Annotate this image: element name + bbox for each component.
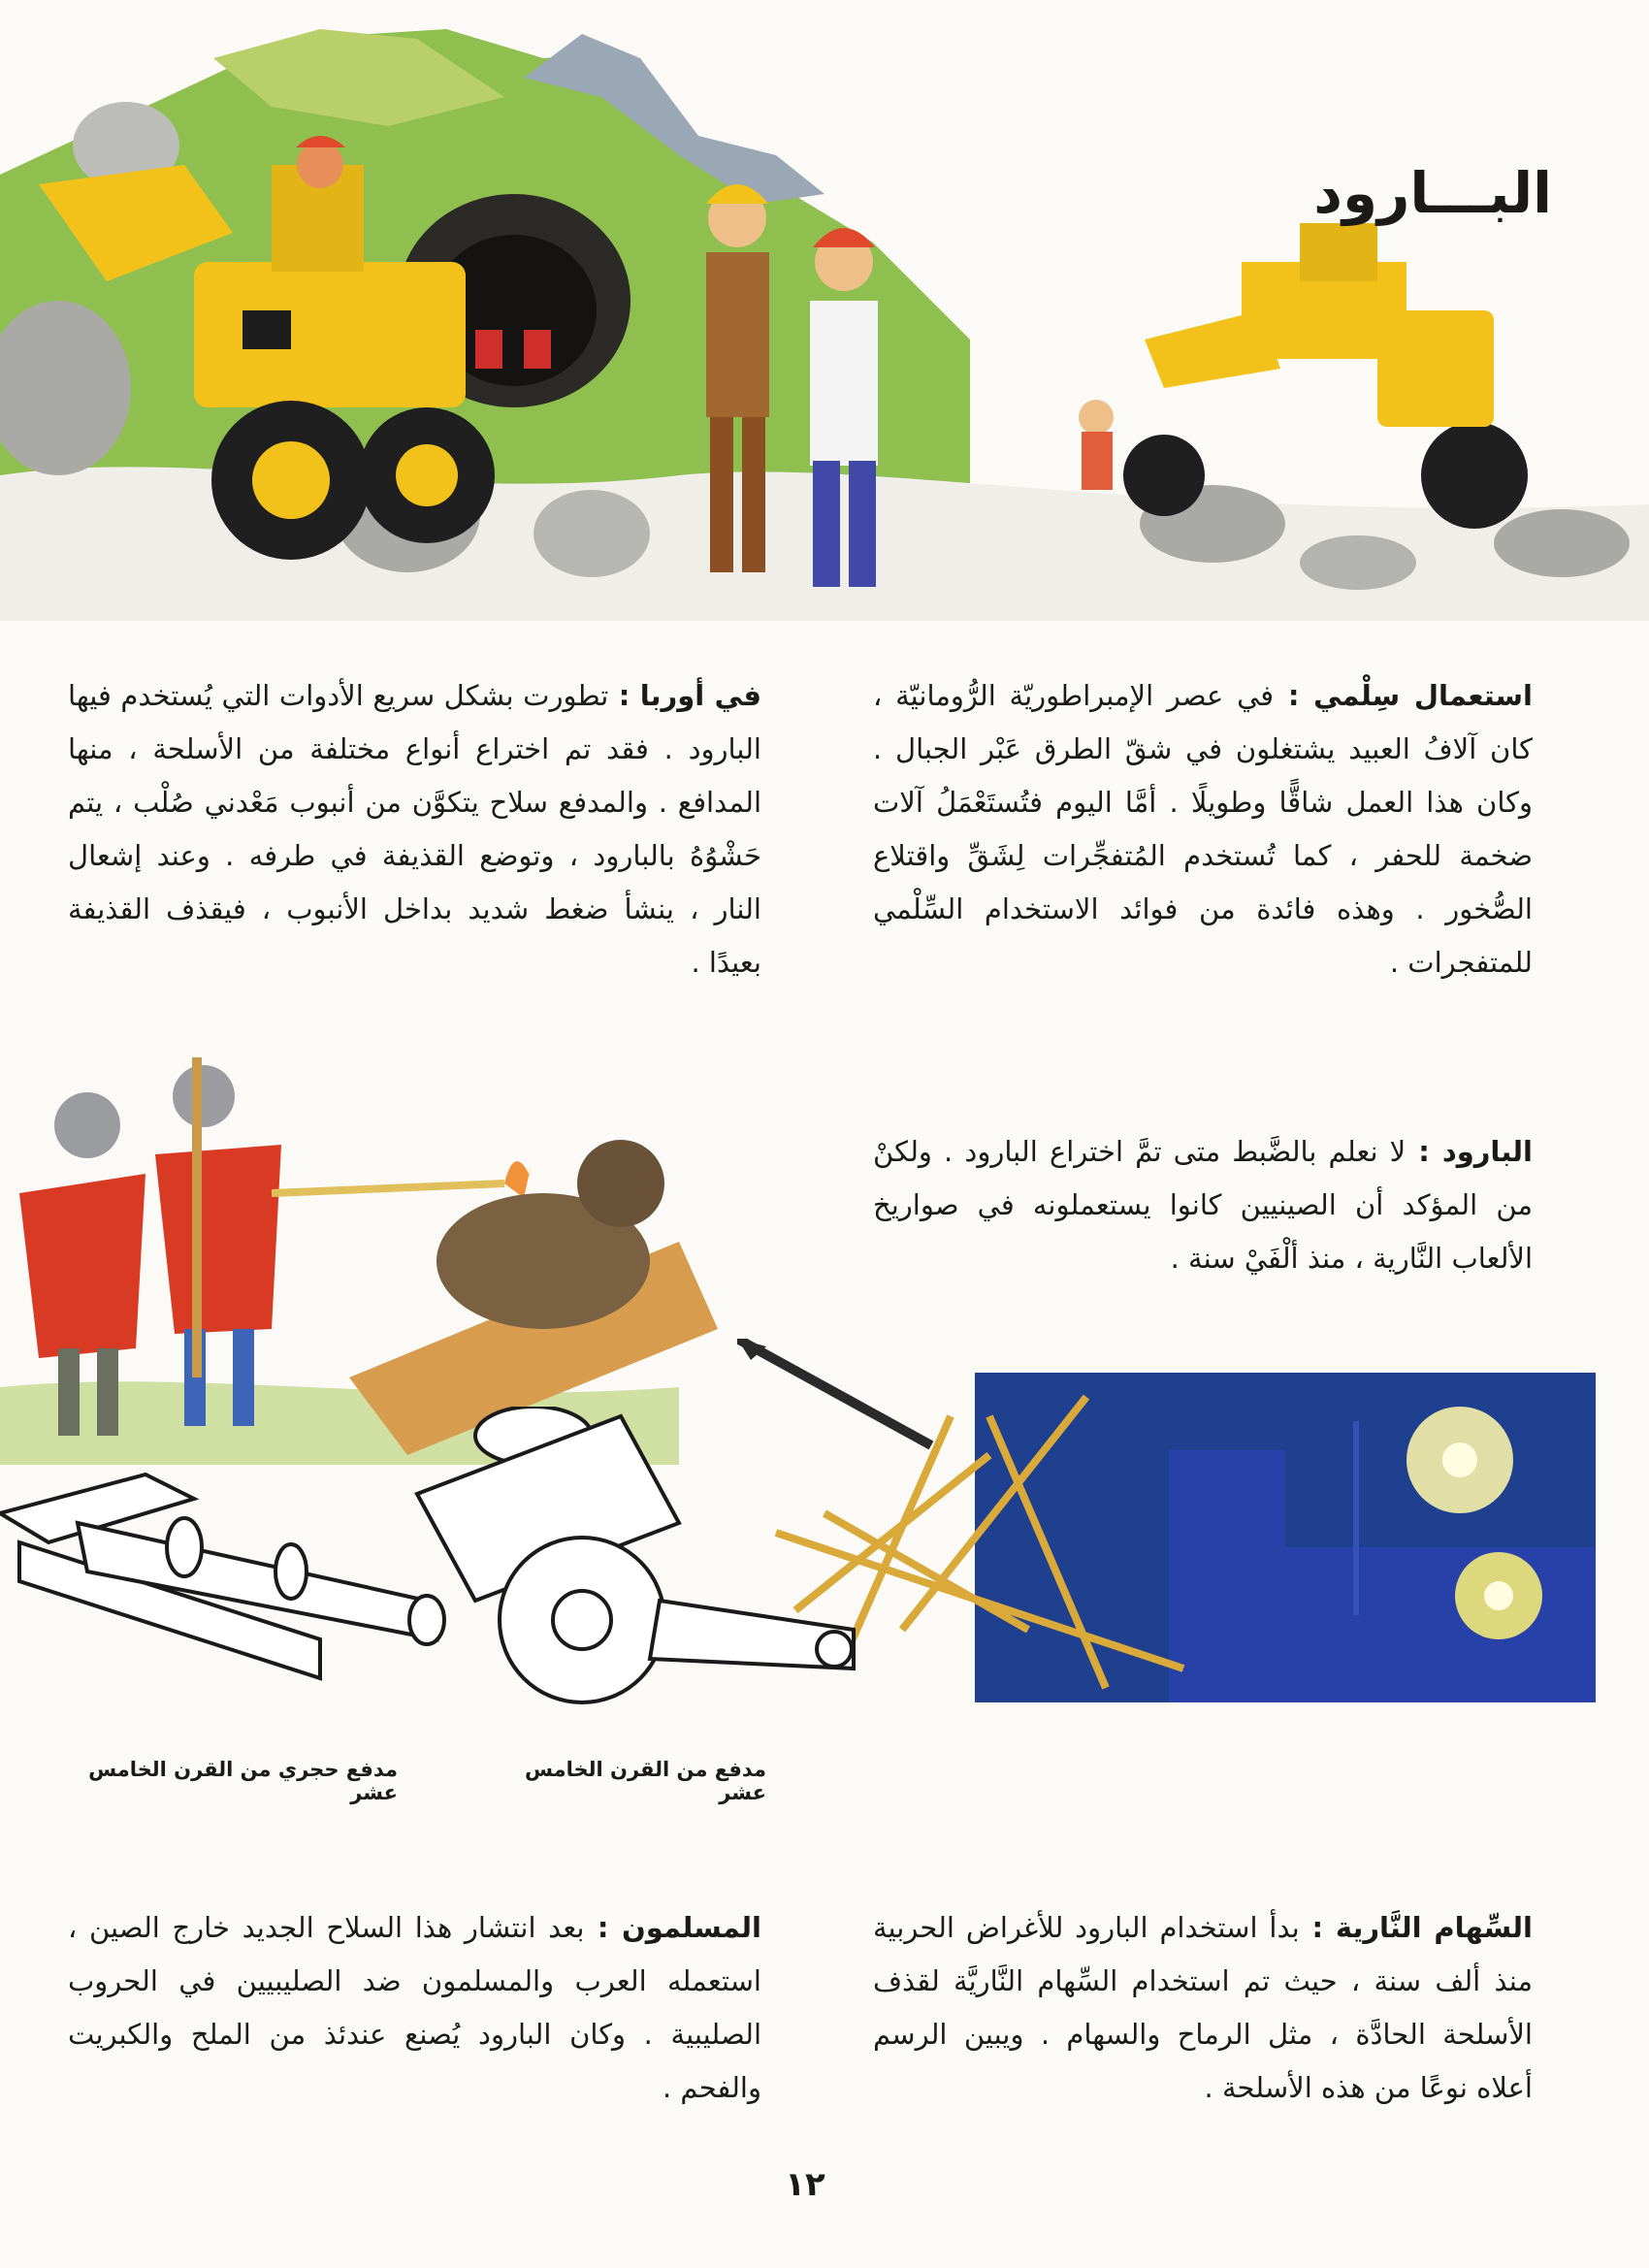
section-term: البارود <box>1441 1135 1533 1168</box>
section-gunpowder: البارود : لا نعلم بالضَّبط متى تمَّ اختراع البارود . ولكنْ من المؤكد أن الصينيين كانوا يستعملونه في صواريخ الألعاب النَّارية ، منذ ألْفَيْ سنة . <box>873 1135 1533 1275</box>
section-muslims: المسلمون : بعد انتشار هذا السلاح الجديد خارج الصين ، استعمله العرب والمسلمون ضد الصليبيين في الحروب الصليبية . وكان البارود يُصنع عندئذ من الملح والكبريت والفحم . <box>68 1911 761 2104</box>
section-body: تطورت بشكل سريع الأدوات التي يُستخدم فيها البارود . فقد تم اختراع أنواع مختلفة من الأسلحة ، منها المدافع . والمدفع سلاح يتكوَّن من أنبوب مَعْدني صُلْب ، يتم حَشْوُهُ بالبارود ، وتوضع القذيفة في طرفه . وعند إشعال النار ، ينشأ ضغط شديد بداخل الأنبوب ، فيقذف القذيفة بعيدًا . <box>68 679 761 979</box>
bombard-cannon-drawing <box>417 1407 854 1702</box>
section-in-europe: في أوربا : تطورت بشكل سريع الأدوات التي يُستخدم فيها البارود . فقد تم اختراع أنواع مختلفة من الأسلحة ، منها المدافع . والمدفع سلاح يتكوَّن من أنبوب مَعْدني صُلْب ، يتم حَشْوُهُ بالبارود ، وتوضع القذيفة في طرفه . وعند إشعال النار ، ينشأ ضغط شديد بداخل الأنبوب ، فيقذف القذيفة بعيدًا . <box>68 679 761 979</box>
section-body: لا نعلم بالضَّبط متى تمَّ اختراع البارود . ولكنْ من المؤكد أن الصينيين كانوا يستعملونه في صواريخ الألعاب النَّارية ، منذ ألْفَيْ سنة . <box>873 1135 1533 1275</box>
construction-illustration <box>0 19 1649 621</box>
section-term: في أوربا <box>639 679 761 712</box>
section-body: بدأ استخدام البارود للأغراض الحربية منذ ألف سنة ، حيث تم استخدام السِّهام النَّاريَّة لقذف الأسلحة الحادَّة ، مثل الرماح والسهام . ويبين الرسم أعلاه نوعًا من هذه الأسلحة . <box>873 1911 1533 2104</box>
caption-stone-cannon: مدفع حجري من القرن الخامس عشر <box>88 1758 398 1804</box>
cannon-drawings <box>0 1407 892 1727</box>
page-number: ١٢ <box>785 2165 825 2204</box>
caption-cannon: مدفع من القرن الخامس عشر <box>524 1758 766 1804</box>
rock <box>534 490 650 577</box>
rock <box>1494 509 1630 577</box>
page-title: البـــارود <box>1313 160 1552 226</box>
stone-cannon-drawing <box>0 1474 444 1678</box>
section-body: في عصر الإمبراطوريّة الرُّومانيّة ، كان آلافُ العبيد يشتغلون في شقّ الطرق عَبْر الجبال . وكان هذا العمل شاقًّا وطويلًا . أمَّا اليوم فتُستَعْمَلُ آلات ضخمة للحفر ، كما تُستخدم المُتفجِّرات لِشَقِّ واقتلاع الصُّخور . وهذه فائدة من فوائد الاستخدام السِّلْمي للمتفجرات . <box>873 679 1533 979</box>
section-body: بعد انتشار هذا السلاح الجديد خارج الصين ، استعمله العرب والمسلمون ضد الصليبيين في الحروب الصليبية . وكان البارود يُصنع عندئذ من الملح والكبريت والفحم . <box>68 1911 761 2104</box>
rock <box>1300 535 1416 590</box>
section-term: السِّهام النَّارية <box>1335 1911 1533 1944</box>
section-peaceful-use: استعمال سِلْمي : في عصر الإمبراطوريّة الرُّومانيّة ، كان آلافُ العبيد يشتغلون في شقّ الطرق عَبْر الجبال . وكان هذا العمل شاقًّا وطويلًا . أمَّا اليوم فتُستَعْمَلُ آلات ضخمة للحفر ، كما تُستخدم المُتفجِّرات لِشَقِّ واقتلاع الصُّخور . وهذه فائدة من فوائد الاستخدام السِّلْمي للمتفجرات . <box>873 679 1534 979</box>
section-fire-arrows: السِّهام النَّارية : بدأ استخدام البارود للأغراض الحربية منذ ألف سنة ، حيث تم استخدام السِّهام النَّاريَّة لقذف الأسلحة الحادَّة ، مثل الرماح والسهام . ويبين الرسم أعلاه نوعًا من هذه الأسلحة . <box>873 1911 1533 2104</box>
yellow-grader <box>1079 223 1528 529</box>
knights-cannon-illustration <box>0 1038 737 1465</box>
section-term: استعمال سِلْمي <box>1313 679 1534 712</box>
knight <box>155 1057 281 1426</box>
section-term: المسلمون <box>622 1911 761 1944</box>
